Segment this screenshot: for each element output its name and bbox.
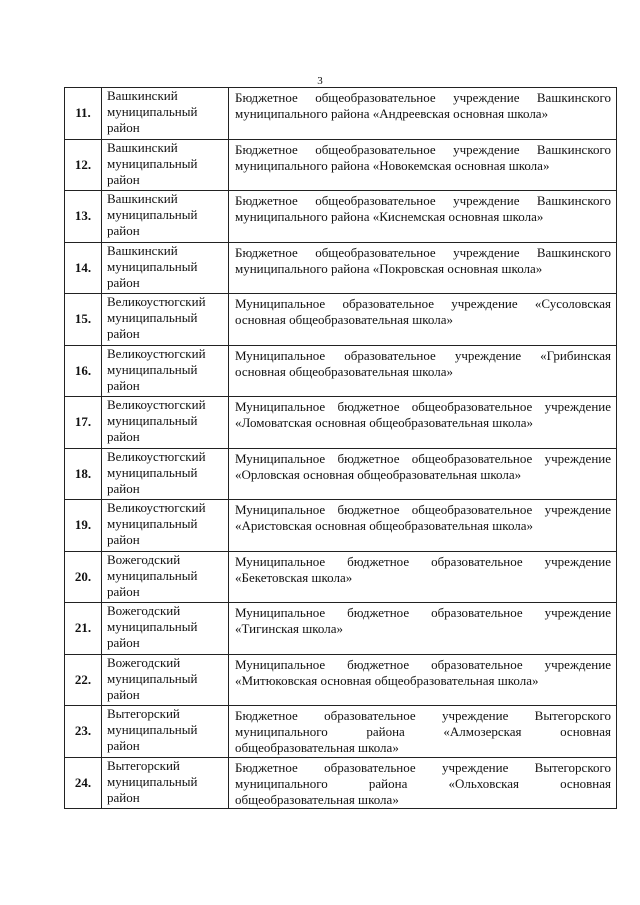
row-number: 19.: [65, 500, 102, 552]
schools-table-body: [65, 88, 617, 809]
row-number: 22.: [65, 654, 102, 706]
institution-name: Муниципальное бюджетное общеобразовательное учреждение «Орловская основная общеобразовательная школа»: [229, 448, 617, 500]
table-row: [65, 654, 617, 706]
institution-name: Бюджетное общеобразовательное учреждение Вашкинского муниципального района «Новокемская основная школа»: [229, 139, 617, 191]
district-line: муниципальный: [107, 207, 198, 222]
institution-name: Муниципальное образовательное учреждение «Сусоловская основная общеобразовательная школа»: [229, 294, 617, 346]
district-line: Вожегодский: [107, 654, 181, 670]
district-line: район: [107, 120, 140, 135]
row-number: 14.: [65, 242, 102, 294]
district-line: Вожегодский: [107, 603, 181, 618]
table-row: [65, 294, 617, 346]
district-line: район: [107, 429, 140, 444]
district-line: район: [107, 583, 140, 599]
page-number: 3: [317, 75, 323, 87]
institution-name: Бюджетное образовательное учреждение Вытегорского муниципального района «Ольховская основная общеобразовательная школа»: [229, 757, 617, 809]
district-line: муниципальный: [107, 413, 198, 428]
institution-name: Муниципальное образовательное учреждение «Грибинская основная общеобразовательная школа»: [229, 345, 617, 397]
district-line: муниципальный: [107, 722, 198, 737]
institution-name: Муниципальное бюджетное образовательное учреждение «Митюковская основная общеобразовательная школа»: [229, 654, 617, 706]
table-row: [65, 706, 617, 758]
district-line: муниципальный: [107, 104, 198, 119]
institution-name: Муниципальное бюджетное образовательное учреждение «Тигинская школа»: [229, 603, 617, 655]
district-line: муниципальный: [107, 155, 198, 171]
row-number: 18.: [65, 448, 102, 500]
schools-table: [64, 87, 617, 809]
row-number: 23.: [65, 706, 102, 758]
row-number: 15.: [65, 294, 102, 346]
row-number: 12.: [65, 139, 102, 191]
district-cell: [102, 139, 229, 191]
district-cell: [102, 500, 229, 552]
row-number: 17.: [65, 397, 102, 449]
district-line: муниципальный: [107, 464, 198, 480]
institution-name: Муниципальное бюджетное образовательное учреждение «Бекетовская школа»: [229, 551, 617, 603]
row-number: 24.: [65, 757, 102, 809]
district-cell: [102, 654, 229, 706]
district-cell: [102, 706, 229, 758]
institution-name: Муниципальное бюджетное общеобразовательное учреждение «Аристовская основная общеобразовательная школа»: [229, 500, 617, 552]
institution-name: Муниципальное бюджетное общеобразовательное учреждение «Ломоватская основная общеобразовательная школа»: [229, 397, 617, 449]
district-line: район: [107, 686, 140, 702]
district-line: муниципальный: [107, 310, 198, 325]
district-line: район: [107, 635, 140, 650]
district-line: Великоустюгский: [107, 345, 206, 361]
district-cell: [102, 191, 229, 243]
institution-name: Бюджетное общеобразовательное учреждение Вашкинского муниципального района «Киснемская основная школа»: [229, 191, 617, 243]
district-line: Вашкинский: [107, 88, 178, 103]
district-cell: [102, 242, 229, 294]
table-row: [65, 139, 617, 191]
district-line: район: [107, 738, 140, 753]
district-line: Вытегорский: [107, 706, 180, 721]
table-row: [65, 242, 617, 294]
district-line: Вашкинский: [107, 191, 178, 206]
table-row: [65, 191, 617, 243]
district-line: район: [107, 789, 140, 805]
district-cell: [102, 397, 229, 449]
row-number: 16.: [65, 345, 102, 397]
table-row: [65, 500, 617, 552]
district-line: Великоустюгский: [107, 294, 206, 309]
district-cell: [102, 345, 229, 397]
district-line: Великоустюгский: [107, 448, 206, 464]
district-line: муниципальный: [107, 258, 198, 274]
district-line: район: [107, 326, 140, 341]
table-row: [65, 345, 617, 397]
row-number: 13.: [65, 191, 102, 243]
district-cell: [102, 603, 229, 655]
district-cell: [102, 294, 229, 346]
district-line: район: [107, 223, 140, 238]
institution-name: Бюджетное общеобразовательное учреждение Вашкинского муниципального района «Андреевская основная школа»: [229, 88, 617, 140]
district-line: Вожегодский: [107, 551, 181, 567]
table-row: [65, 551, 617, 603]
district-line: Вашкинский: [107, 139, 178, 155]
institution-name: Бюджетное общеобразовательное учреждение Вашкинского муниципального района «Покровская основная школа»: [229, 242, 617, 294]
table-row: [65, 757, 617, 809]
institution-name: Бюджетное образовательное учреждение Вытегорского муниципального района «Алмозерская основная общеобразовательная школа»: [229, 706, 617, 758]
district-line: Вашкинский: [107, 242, 178, 258]
district-line: район: [107, 377, 140, 393]
district-line: муниципальный: [107, 619, 198, 634]
district-line: муниципальный: [107, 670, 198, 686]
district-cell: [102, 757, 229, 809]
district-line: муниципальный: [107, 516, 198, 531]
district-line: Великоустюгский: [107, 500, 206, 515]
table-row: [65, 603, 617, 655]
district-line: муниципальный: [107, 773, 198, 789]
district-line: район: [107, 171, 140, 187]
district-cell: [102, 88, 229, 140]
table-row: [65, 88, 617, 140]
district-line: муниципальный: [107, 567, 198, 583]
district-line: район: [107, 532, 140, 547]
row-number: 20.: [65, 551, 102, 603]
table-row: [65, 397, 617, 449]
district-line: район: [107, 480, 140, 496]
row-number: 21.: [65, 603, 102, 655]
district-cell: [102, 448, 229, 500]
district-cell: [102, 551, 229, 603]
district-line: Великоустюгский: [107, 397, 206, 412]
row-number: 11.: [65, 88, 102, 140]
table-row: [65, 448, 617, 500]
district-line: район: [107, 274, 140, 290]
district-line: муниципальный: [107, 361, 198, 377]
district-line: Вытегорский: [107, 757, 180, 773]
